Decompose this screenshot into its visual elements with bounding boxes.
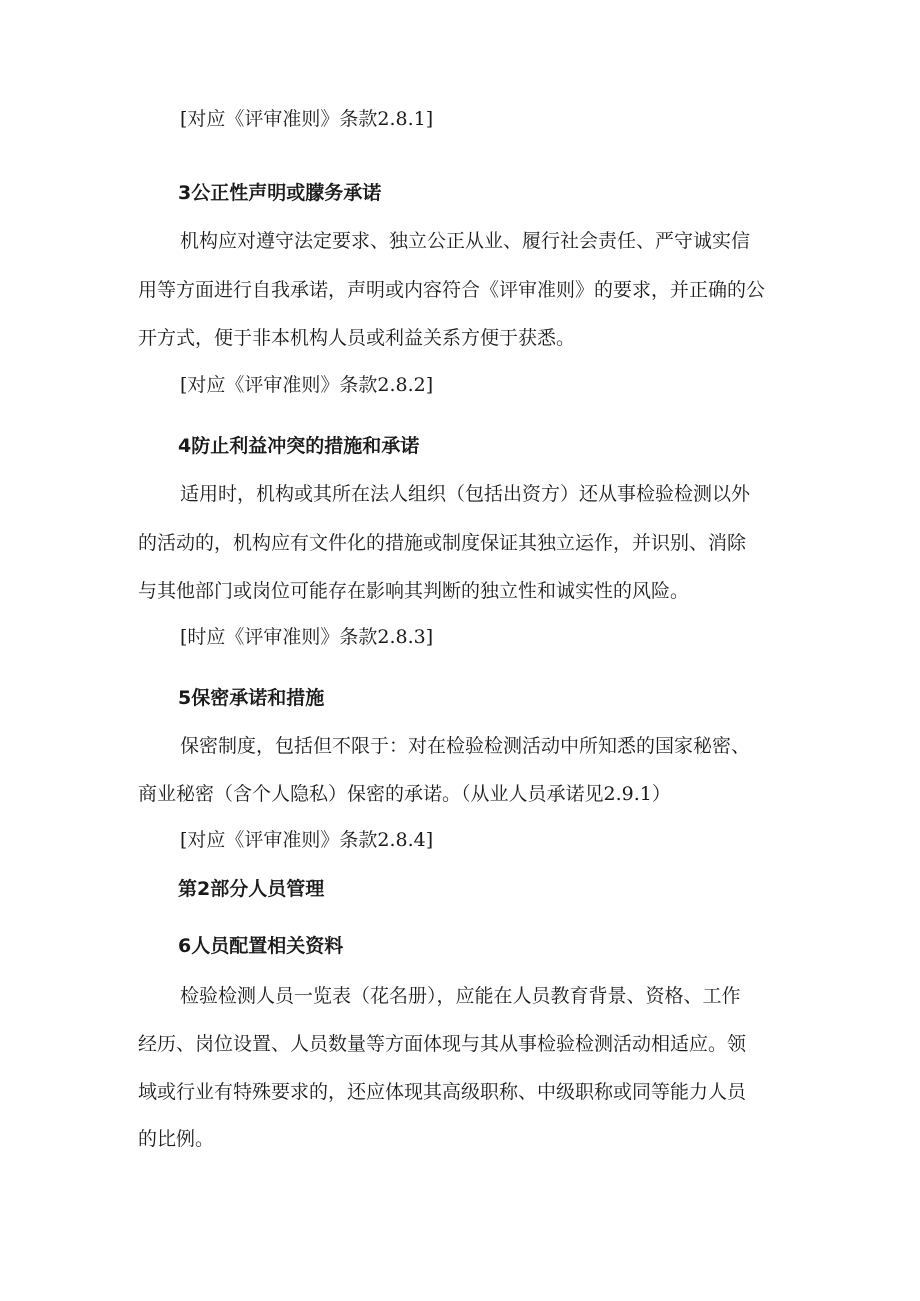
- section-3-paragraph-line-1: 机构应对遵守法定要求、独立公正从业、履行社会责任、严守诚实信: [180, 230, 751, 252]
- section-6-paragraph-line-4: 的比例。: [138, 1128, 215, 1150]
- section-6-heading: 6人员配置相关资料: [178, 935, 344, 957]
- section-6-paragraph-line-2: 经历、岗位设置、人员数量等方面体现与其从事检验检测活动相适应。领: [138, 1033, 747, 1055]
- clause-reference-2-8-1: [对应《评审准则》条款2.8.1]: [180, 108, 434, 130]
- section-5-paragraph-line-1: 保密制度，包括但不限于：对在检验检测活动中所知悉的国家秘密、: [180, 735, 751, 757]
- clause-reference-2-8-3: [时应《评审准则》条款2.8.3]: [180, 626, 434, 648]
- section-6-paragraph-line-1: 检验检测人员一览表（花名册），应能在人员教育背景、资格、工作: [180, 985, 741, 1007]
- section-5-paragraph-line-2: 商业秘密（含个人隐私）保密的承诺。（从业人员承诺见2.9.1）: [138, 783, 671, 805]
- section-4-heading: 4防止利益冲突的措施和承诺: [178, 435, 420, 457]
- section-3-paragraph-line-2: 用等方面进行自我承诺，声明或内容符合《评审准则》的要求，并正确的公: [138, 279, 766, 301]
- section-3-heading: 3公正性声明或朦务承诺: [178, 182, 382, 204]
- clause-reference-2-8-2: [对应《评审准则》条款2.8.2]: [180, 374, 434, 396]
- section-4-paragraph-line-2: 的活动的，机构应有文件化的措施或制度保证其独立运作，并识别、消除: [138, 532, 747, 554]
- section-5-heading: 5保密承诺和措施: [178, 687, 325, 709]
- clause-reference-2-8-4: [对应《评审准则》条款2.8.4]: [180, 829, 434, 851]
- section-3-paragraph-line-3: 开方式，便于非本机构人员或利益关系方便于获悉。: [138, 327, 576, 349]
- section-6-paragraph-line-3: 域或行业有特殊要求的，还应体现其高级职称、中级职称或同等能力人员: [138, 1081, 747, 1103]
- section-4-paragraph-line-3: 与其他部门或岗位可能存在影响其判断的独立性和诚实性的风险。: [138, 580, 690, 602]
- section-4-paragraph-line-1: 适用时，机构或其所在法人组织（包括出资方）还从事检验检测以外: [180, 483, 751, 505]
- part-2-heading: 第2部分人员管理: [178, 878, 325, 900]
